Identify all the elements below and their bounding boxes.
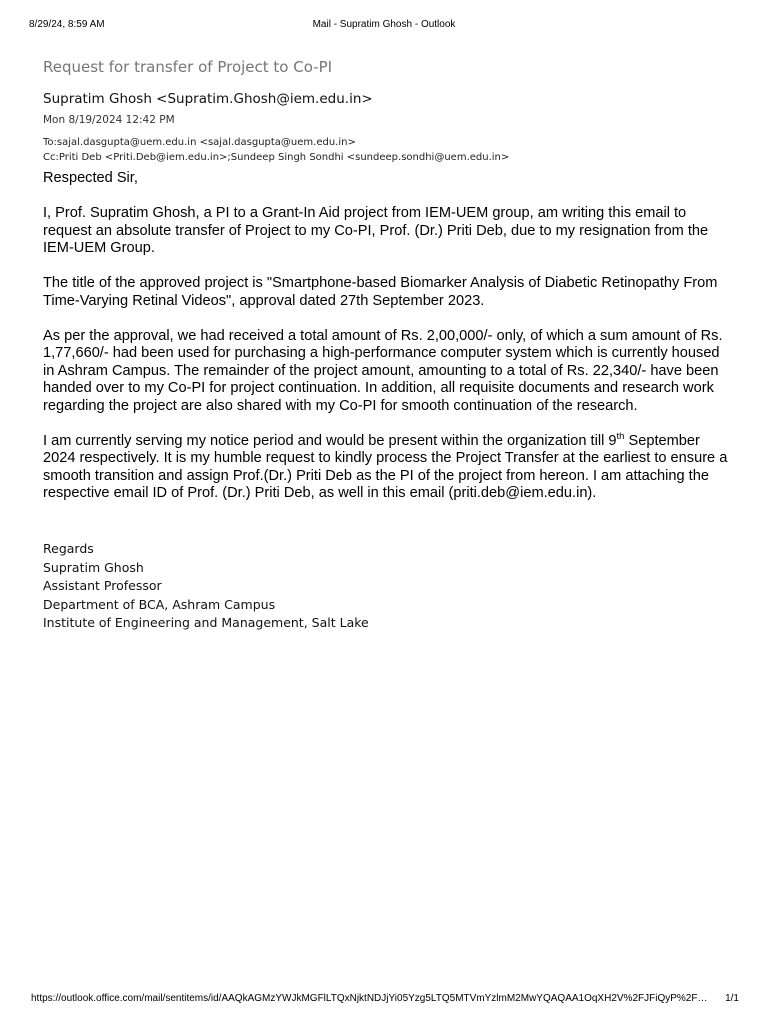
signature-department: Department of BCA, Ashram Campus: [43, 596, 276, 612]
signature-designation: Assistant Professor: [43, 578, 162, 594]
signature-name: Supratim Ghosh: [43, 559, 144, 575]
email-body: [43, 170, 733, 520]
print-page-title: Mail - Supratim Ghosh - Outlook: [312, 19, 456, 30]
email-paragraph-1: I, Prof. Supratim Ghosh, a PI to a Grant-In Aid project from IEM-UEM group, am writing this email to request an absolute transfer of Project to my Co-PI, Prof. (Dr.) Priti Deb, due to my resignation from the IEM-UEM Group.: [43, 205, 709, 256]
email-paragraph-2: The title of the approved project is "Smartphone-based Biomarker Analysis of Diabetic Retinopathy From Time-Varying Retinal Videos", approval dated 27th September 2023.: [43, 275, 718, 309]
print-header: [0, 19, 768, 33]
email-paragraph-3: As per the approval, we had received a total amount of Rs. 2,00,000/- only, of which a sum amount of Rs. 1,77,660/- had been used for purchasing a high-performance computer system which is currently housed in Ashram Campus. The remainder of the project amount, amounting to a total of Rs. 22,340/- have been handed over to my Co-PI for project continuation. In addition, all requisite documents and research work regarding the project are also shared with my Co-PI for smooth continuation of the research.: [43, 327, 723, 414]
email-to: To:sajal.dasgupta@uem.edu.in <sajal.dasgupta@uem.edu.in>: [43, 137, 356, 148]
paragraph-4-start: I am currently serving my notice period and would be present within the organization till 9: [43, 432, 617, 449]
email-salutation: Respected Sir,: [43, 170, 138, 186]
email-recipients: [43, 135, 509, 165]
email-cc: Cc:Priti Deb <Priti.Deb@iem.edu.in>;Sundeep Singh Sondhi <sundeep.sondhi@uem.edu.in>: [43, 152, 510, 163]
print-datetime: 8/29/24, 8:59 AM: [29, 19, 105, 30]
ordinal-suffix: th: [616, 430, 625, 442]
signature-institute: Institute of Engineering and Management, Salt Lake: [43, 615, 369, 631]
email-subject: Request for transfer of Project to Co-PI: [43, 58, 333, 76]
email-signature: [43, 540, 369, 633]
signature-closing: Regards: [43, 541, 94, 556]
print-page-number: 1/1: [725, 993, 739, 1004]
print-url: https://outlook.office.com/mail/sentitems/id/AAQkAGMzYWJkMGFlLTQxNjktNDJjYi05Yzg5LTQ5MTVmYzlmM2MwYQAQAA1OqXH2V%2FJFiQyP%2F…: [31, 993, 708, 1004]
email-paragraph-4: [43, 430, 733, 503]
email-sender: Supratim Ghosh <Supratim.Ghosh@iem.edu.in>: [43, 91, 373, 107]
paragraph-4-end: September 2024 respectively. It is my humble request to kindly process the Project Transfer at the earliest to ensure a smooth transition and assign Prof.(Dr.) Priti Deb as the PI of the project from hereon. I am attaching the respective email ID of Prof. (Dr.) Priti Deb, as well in this email (priti.deb@iem.edu.in).: [43, 432, 728, 501]
email-date: Mon 8/19/2024 12:42 PM: [43, 114, 175, 126]
print-footer: [0, 993, 768, 1007]
